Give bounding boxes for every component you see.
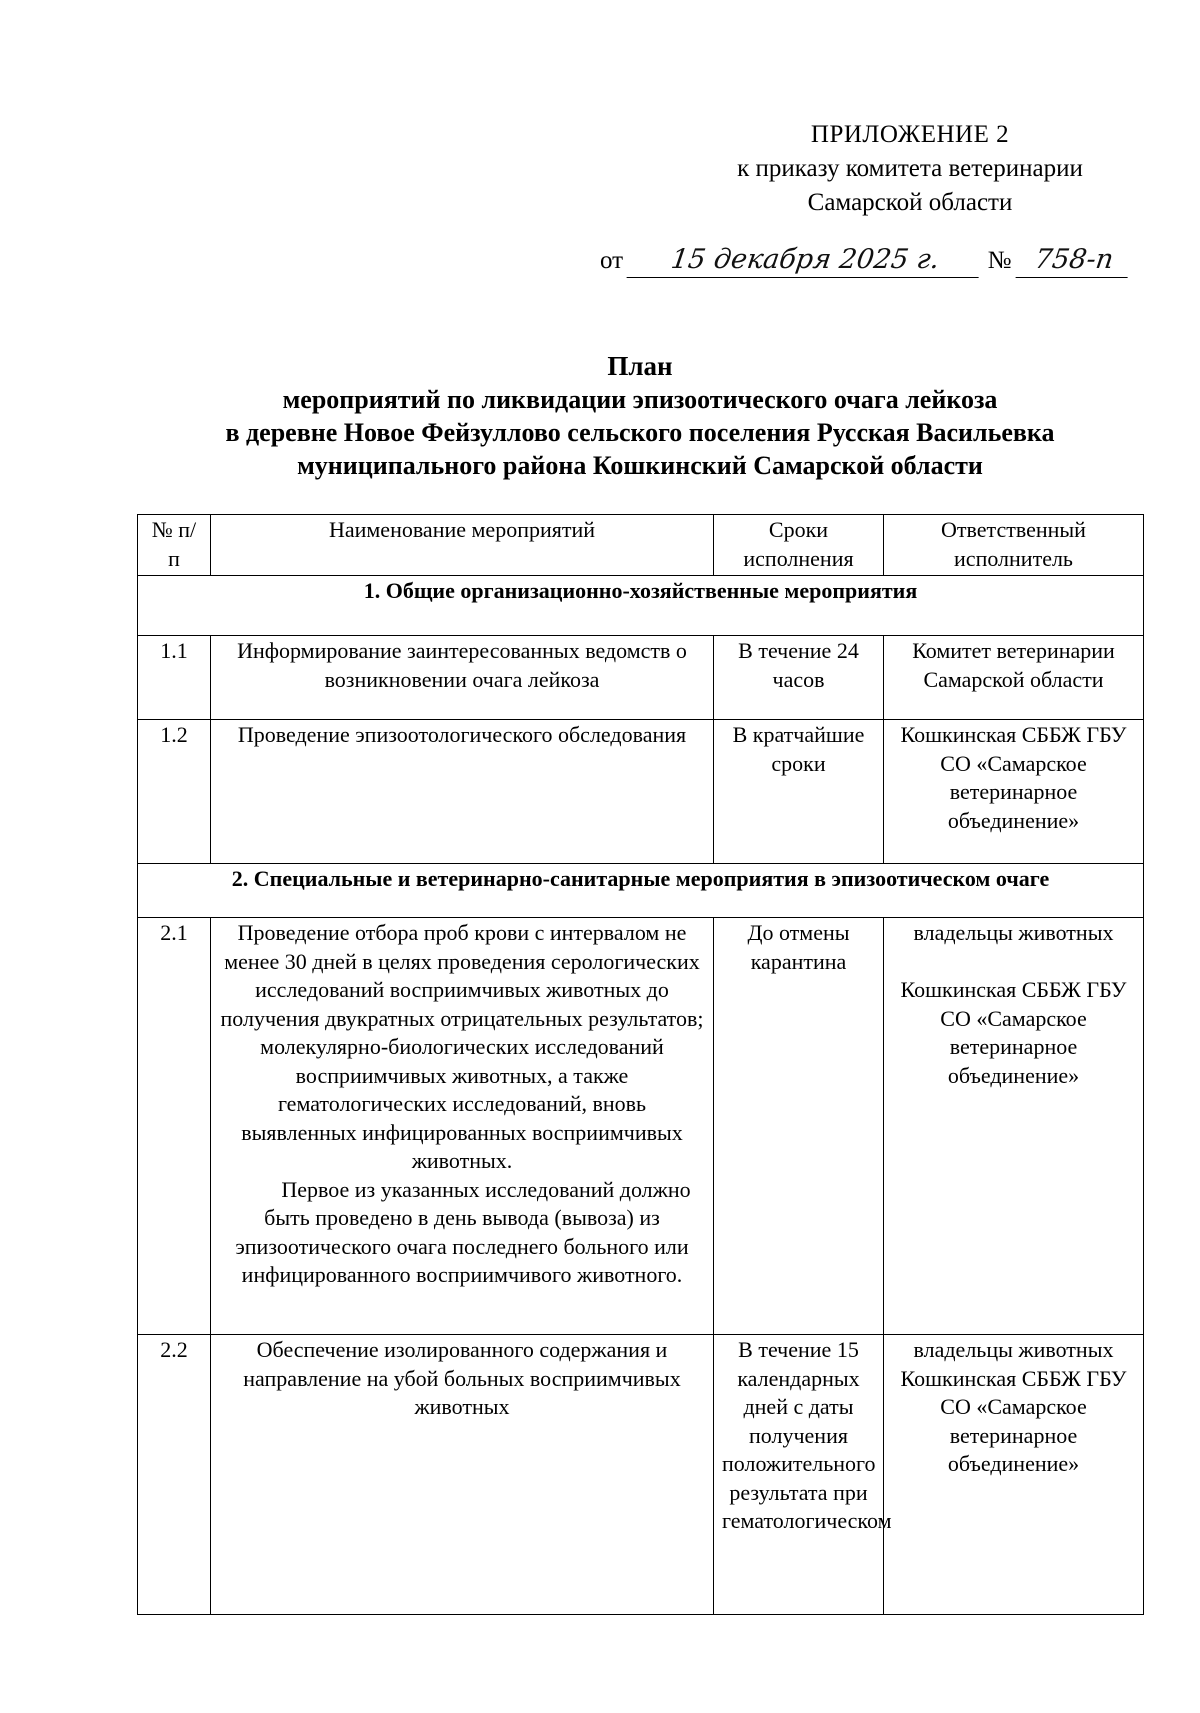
row-responsible [884,1335,1144,1615]
row-responsible: Кошкинская СББЖ ГБУ СО «Самарское ветеринарное объединение» [884,720,1144,864]
row-terms: В течение 24 часов [714,636,884,720]
header-num: № п/п [138,515,211,576]
row-responsible-owners: владельцы животных [913,1337,1114,1362]
appendix-block [700,118,1120,220]
row-name: Проведение эпизоотологического обследования [211,720,714,864]
heading-line-2: в деревне Новое Фейзуллово сельского поселения Русская Васильевка [225,418,1055,447]
row-responsible [884,918,1144,1335]
row-terms: До отмены карантина [714,918,884,1335]
appendix-title: ПРИЛОЖЕНИЕ 2 [810,121,1010,148]
row-name [211,918,714,1335]
order-number-label: № [987,247,1012,274]
order-date-handwritten: 15 декабря 2025 г. [627,243,984,278]
table-row [138,720,1144,864]
header-responsible: Ответственный исполнитель [884,515,1144,576]
row-num: 2.2 [138,1335,211,1615]
heading-line-3: муниципального района Кошкинский Самарской области [297,451,983,480]
table-row [138,636,1144,720]
row-name-paragraph-1: Проведение отбора проб крови с интервалом не менее 30 дней в целях проведения серологических исследований восприимчивых животных до получения двукратных отрицательных результатов; молекулярно-биологических исследований восприимчивых животных, а также гематологических исследований, вновь выявленных инфицированных восприимчивых животных. [220,920,704,1173]
row-responsible: Комитет ветеринарии Самарской области [884,636,1144,720]
section-1-title: 1. Общие организационно-хозяйственные мероприятия [138,576,1144,636]
header-name: Наименование мероприятий [211,515,714,576]
section-2-title: 2. Специальные и ветеринарно-санитарные мероприятия в эпизоотическом очаге [138,864,1144,918]
row-num: 1.1 [138,636,211,720]
row-responsible-owners: владельцы животных [913,920,1114,945]
row-responsible-org: Кошкинская СББЖ ГБУ СО «Самарское ветеринарное объединение» [900,977,1127,1088]
row-terms: В течение 15 календарных дней с даты получения положительного результата при гематологическом [714,1335,884,1615]
row-name: Информирование заинтересованных ведомств о возникновении очага лейкоза [211,636,714,720]
appendix-line-1: к приказу комитета ветеринарии [737,155,1083,182]
row-terms: В кратчайшие сроки [714,720,884,864]
row-name: Обеспечение изолированного содержания и направление на убой больных восприимчивых животных [211,1335,714,1615]
heading-line-1: мероприятий по ликвидации эпизоотического очага лейкоза [282,385,998,414]
table-header-row [138,515,1144,576]
header-terms: Сроки исполнения [714,515,884,576]
order-number-handwritten: 758-п [1015,243,1132,278]
table-row [138,1335,1144,1615]
appendix-line-2: Самарской области [807,189,1013,216]
row-name-paragraph-2: Первое из указанных исследований должно быть проведено в день вывода (вывоза) из эпизоотического очага последнего больного или инфицированного восприимчивого животного. [235,1176,691,1287]
table-row [138,918,1144,1335]
row-responsible-org: Кошкинская СББЖ ГБУ СО «Самарское ветеринарное объединение» [900,1365,1127,1476]
heading-title: План [607,351,673,381]
document-heading [80,350,1200,482]
row-num: 2.1 [138,918,211,1335]
row-num: 1.2 [138,720,211,864]
plan-table [137,514,1144,1615]
section-row-2 [138,864,1144,918]
order-from-label: от [600,247,624,274]
section-row-1 [138,576,1144,636]
order-line [600,243,1120,278]
